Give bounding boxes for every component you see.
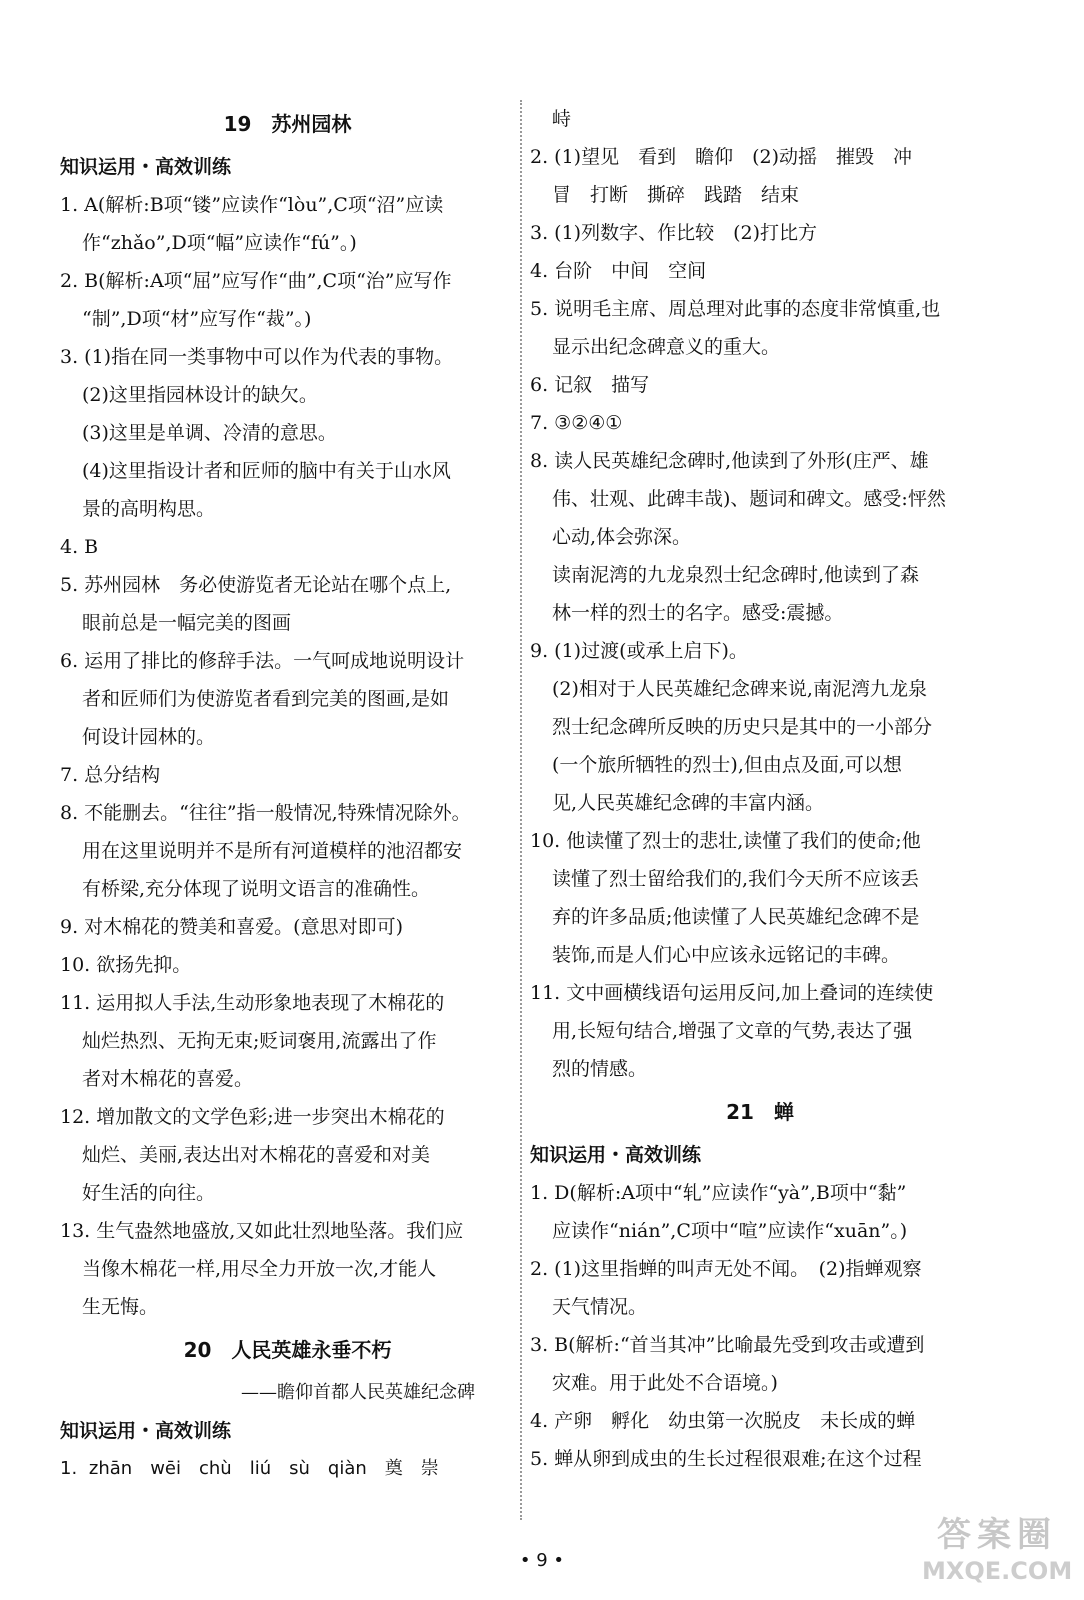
answer-line: 装饰,而是人们心中应该永远铭记的丰碑。 <box>552 944 901 966</box>
answer-line: 7. 总分结构 <box>60 764 161 786</box>
answer-line: 读懂了烈士留给我们的,我们今天所不应该丢 <box>552 868 920 890</box>
section-heading: 知识运用・高效训练 <box>60 156 232 178</box>
page-number: • 9 • <box>519 1550 565 1571</box>
answer-line: 有桥梁,充分体现了说明文语言的准确性。 <box>82 878 431 900</box>
answer-line: 4. 产卵 孵化 幼虫第一次脱皮 未长成的蝉 <box>530 1410 916 1432</box>
answer-line: 6. 记叙 描写 <box>530 374 650 396</box>
answer-line: 当像木棉花一样,用尽全力开放一次,才能人 <box>82 1258 437 1280</box>
answer-line: 冒 打断 撕碎 践踏 结束 <box>552 184 800 206</box>
answer-line: “制”,D项“材”应写作“裁”。) <box>82 308 312 330</box>
answer-line: 7. ③②④① <box>530 412 623 434</box>
answer-line: 伟、壮观、此碑丰哉)、题词和碑文。感受:怦然 <box>552 488 946 510</box>
answer-line: 烈的情感。 <box>552 1058 648 1080</box>
answer-line: (4)这里指设计者和匠师的脑中有关于山水风 <box>82 460 451 482</box>
answer-line: 用,长短句结合,增强了文章的气势,表达了强 <box>552 1020 913 1042</box>
answer-line: 作“zhǎo”,D项“幅”应读作“fú”。) <box>82 232 357 254</box>
answer-line: 3. (1)指在同一类事物中可以作为代表的事物。 <box>60 346 454 368</box>
answer-line: 11. 文中画横线语句运用反问,加上叠词的连续使 <box>530 982 934 1004</box>
column-divider <box>520 100 522 1520</box>
answer-line: 9. 对木棉花的赞美和喜爱。(意思对即可) <box>60 916 403 938</box>
watermark-logo <box>922 1514 1072 1592</box>
answer-line: (2)这里指园林设计的缺欠。 <box>82 384 318 406</box>
answer-line: (一个旅所牺牲的烈士),但由点及面,可以想 <box>552 754 902 776</box>
section-heading: 知识运用・高效训练 <box>530 1144 702 1166</box>
lesson-19-title: 19 苏州园林 <box>223 112 352 136</box>
answer-line: 1. D(解析:A项中“轧”应读作“yà”,B项中“黏” <box>530 1182 907 1204</box>
answer-line: 者和匠师们为使游览者看到完美的图画,是如 <box>82 688 450 710</box>
answer-line: (2)相对于人民英雄纪念碑来说,南泥湾九龙泉 <box>552 678 927 700</box>
answer-line: 灾难。用于此处不合语境。) <box>552 1372 778 1394</box>
answer-line: 12. 增加散文的文学色彩;进一步突出木棉花的 <box>60 1106 445 1128</box>
answer-line: 5. 苏州园林 务必使游览者无论站在哪个点上, <box>60 574 452 596</box>
answer-line: 2. (1)这里指蝉的叫声无处不闻。 (2)指蝉观察 <box>530 1258 922 1280</box>
answer-line: 2. (1)望见 看到 瞻仰 (2)动摇 摧毁 冲 <box>530 146 912 168</box>
answer-line: 8. 读人民英雄纪念碑时,他读到了外形(庄严、雄 <box>530 450 929 472</box>
watermark-title: 答案圈 <box>937 1515 1057 1555</box>
answer-line: 10. 他读懂了烈士的悲壮,读懂了我们的使命;他 <box>530 830 921 852</box>
answer-line: 11. 运用拟人手法,生动形象地表现了木棉花的 <box>60 992 445 1014</box>
answer-line: 弃的许多品质;他读懂了人民英雄纪念碑不是 <box>552 906 920 928</box>
lesson-21-title: 21 蝉 <box>726 1100 794 1124</box>
answer-line: 用在这里说明并不是所有河道模样的池沼都安 <box>82 840 463 862</box>
answer-line: 景的高明构思。 <box>82 498 216 520</box>
answer-line: 5. 蝉从卵到成虫的生长过程很艰难;在这个过程 <box>530 1448 922 1470</box>
answer-line: 9. (1)过渡(或承上启下)。 <box>530 640 748 662</box>
answer-line: 生无悔。 <box>82 1296 159 1318</box>
lesson-20-title: 20 人民英雄永垂不朽 <box>183 1338 392 1362</box>
answer-line: 何设计园林的。 <box>82 726 216 748</box>
answer-line: 读南泥湾的九龙泉烈士纪念碑时,他读到了森 <box>552 564 920 586</box>
right-column <box>530 100 990 1478</box>
answer-line: (3)这里是单调、冷清的意思。 <box>82 422 337 444</box>
answer-line: 2. B(解析:A项“屈”应写作“曲”,C项“治”应写作 <box>60 270 452 292</box>
answer-line: 8. 不能删去。“往往”指一般情况,特殊情况除外。 <box>60 802 471 824</box>
answer-line: 4. B <box>60 536 99 558</box>
section-heading: 知识运用・高效训练 <box>60 1420 232 1442</box>
answer-line: 见,人民英雄纪念碑的丰富内涵。 <box>552 792 825 814</box>
left-column <box>60 100 515 1488</box>
answer-line: 烈士纪念碑所反映的历史只是其中的一小部分 <box>552 716 933 738</box>
answer-line: 3. (1)列数字、作比较 (2)打比方 <box>530 222 817 244</box>
answer-line: 好生活的向往。 <box>82 1182 216 1204</box>
answer-line: 峙 <box>552 108 572 130</box>
answer-line: 3. B(解析:“首当其冲”比喻最先受到攻击或遭到 <box>530 1334 925 1356</box>
answer-line: 眼前总是一幅完美的图画 <box>82 612 292 634</box>
answer-line: 天气情况。 <box>552 1296 648 1318</box>
lesson-20-subtitle: ——瞻仰首都人民英雄纪念碑 <box>241 1382 475 1403</box>
watermark-url: MXQE.COM <box>922 1557 1073 1585</box>
answer-line: 灿烂热烈、无拘无束;贬词褒用,流露出了作 <box>82 1030 437 1052</box>
answer-line: 显示出纪念碑意义的重大。 <box>552 336 781 358</box>
answer-line: 6. 运用了排比的修辞手法。一气呵成地说明设计 <box>60 650 465 672</box>
answer-line: 1. A(解析:B项“镂”应读作“lòu”,C项“沼”应读 <box>60 194 444 216</box>
answer-line: 5. 说明毛主席、周总理对此事的态度非常慎重,也 <box>530 298 941 320</box>
answer-line: 心动,体会弥深。 <box>552 526 692 548</box>
answer-line: 4. 台阶 中间 空间 <box>530 260 707 282</box>
answer-line: 林一样的烈士的名字。感受:震撼。 <box>552 602 844 624</box>
answer-line: 者对木棉花的喜爱。 <box>82 1068 254 1090</box>
answer-line: 灿烂、美丽,表达出对木棉花的喜爱和对美 <box>82 1144 431 1166</box>
answer-line: 应读作“nián”,C项中“喧”应读作“xuān”。) <box>552 1220 908 1242</box>
answer-line: 13. 生气盎然地盛放,又如此壮烈地坠落。我们应 <box>60 1220 464 1242</box>
answer-line: 1. zhān wēi chù liú sù qiàn 奠 崇 <box>60 1458 439 1479</box>
answer-line: 10. 欲扬先抑。 <box>60 954 192 976</box>
